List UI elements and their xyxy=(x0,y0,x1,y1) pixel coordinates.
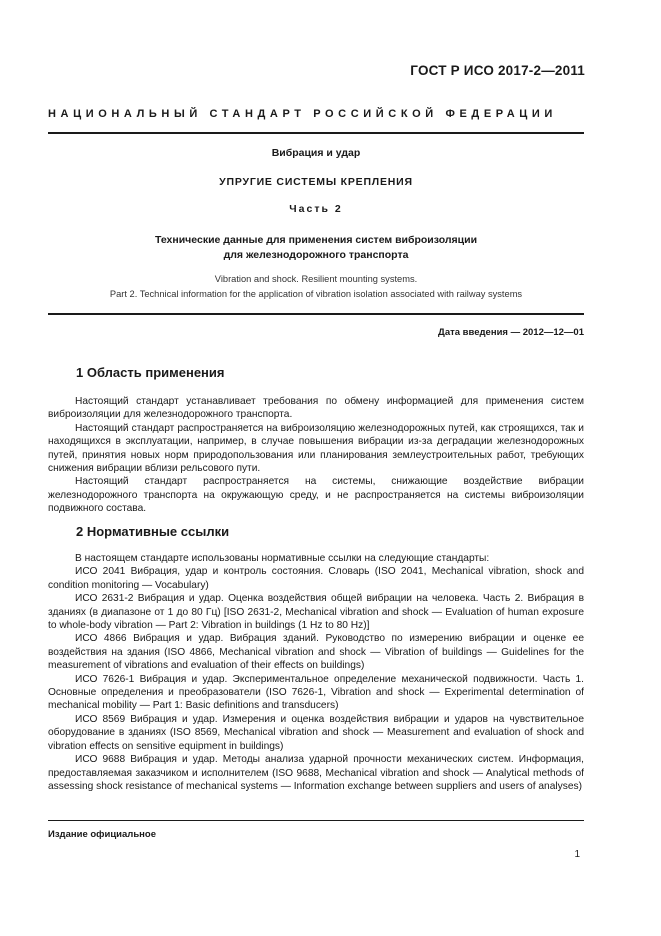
official-edition-label: Издание официальное xyxy=(48,829,156,840)
paragraph: Настоящий стандарт устанавливает требования по обмену информацией для применения систем виброизоляции для железнодорожного транспорта. xyxy=(48,396,584,421)
reference-item: ИСО 4866 Вибрация и удар. Вибрация зданий. Руководство по измерению вибрации и оценке ее воздействия на здания (ISO 4866, Mechanical vibration and shock — Vibration of buildings — Guidelines for the measurement of vibrations and evaluation of their effects on buildings) xyxy=(48,633,584,672)
paragraph: В настоящем стандарте использованы нормативные ссылки на следующие стандарты: xyxy=(75,553,490,564)
title-part: Часть 2 xyxy=(289,203,343,215)
reference-item: ИСО 9688 Вибрация и удар. Методы анализа ударной прочности механических систем. Информация, предоставляемая заказчиком и исполнителем (ISO 9688, Mechanical vibration and shock — Analytical methods of assessing shock resistance of mechanical systems — Information exchange between suppliers and users of analyses) xyxy=(48,754,584,792)
reference-item: ИСО 7626-1 Вибрация и удар. Экспериментальное определение механической подвижности. Часть 1. Основные определения и преобразователи (ISO 7626-1, Vibration and shock — Experimental determination of mechanical mobility — Part 1: Basic definitions and transducers) xyxy=(48,673,584,712)
paragraph: Настоящий стандарт распространяется на системы, снижающие воздействие вибрации железнодорожного транспорта на окружающую среду, и не распространяется на системы виброизоляции подвижного состава. xyxy=(48,476,584,515)
introduction-date: Дата введения — 2012—12—01 xyxy=(438,327,584,338)
english-title-line-2: Part 2. Technical information for the application of vibration isolation associated with railway systems xyxy=(109,288,523,299)
header-rule xyxy=(48,132,584,134)
subtitle-line-1: Технические данные для применения систем виброизоляции xyxy=(154,234,478,246)
english-title-line-1: Vibration and shock. Resilient mounting systems. xyxy=(214,274,418,284)
section-2-heading: 2 Нормативные ссылки xyxy=(76,524,230,539)
subtitle-line-2: для железнодорожного транспорта xyxy=(223,249,409,261)
title-rule xyxy=(48,313,584,315)
english-title xyxy=(48,272,584,301)
reference-item: ИСО 8569 Вибрация и удар. Измерения и оценка воздействия вибрации и ударов на чувствительное оборудование в зданиях (ISO 8569, Mechanical vibration and shock — Measurement and evaluation of shock and vibration effects on sensitive equipment in buildings) xyxy=(48,713,584,752)
reference-item: ИСО 2631-2 Вибрация и удар. Оценка воздействия общей вибрации на человека. Часть 2. Вибрация в зданиях (в диапазоне от 1 до 80 Гц) [ISO 2631-2, Mechanical vibration and shock — Evaluation of human exposure to whole-body vibration — Part 2: Vibration in buildings (1 Hz to 80 Hz)] xyxy=(48,593,584,632)
section-1-heading: 1 Область применения xyxy=(76,365,225,380)
page-number: 1 xyxy=(574,849,580,860)
national-standard-banner: НАЦИОНАЛЬНЫЙ СТАНДАРТ РОССИЙСКОЙ ФЕДЕРАЦИИ xyxy=(48,108,557,120)
paragraph: Настоящий стандарт распространяется на виброизоляцию железнодорожных путей, как строящихся, так и находящихся в эксплуатации, например, в случае повышения вибрации из-за деградации железнодорожных путей, принятия новых норм природопользования или планирования землеустроительных работ, требующих снижения вибрации вблизи рельсового пути. xyxy=(48,422,584,475)
section-1-body xyxy=(48,395,584,516)
title-subtitle xyxy=(48,233,584,263)
document-code: ГОСТ Р ИСО 2017-2—2011 xyxy=(410,63,585,78)
reference-item: ИСО 2041 Вибрация, удар и контроль состояния. Словарь (ISO 2041, Mechanical vibration, shock and condition monitoring — Vocabulary) xyxy=(48,566,584,591)
title-line-2: УПРУГИЕ СИСТЕМЫ КРЕПЛЕНИЯ xyxy=(219,176,413,188)
section-2-body xyxy=(48,552,584,793)
footer-rule xyxy=(48,820,584,821)
title-line-1: Вибрация и удар xyxy=(271,147,361,159)
